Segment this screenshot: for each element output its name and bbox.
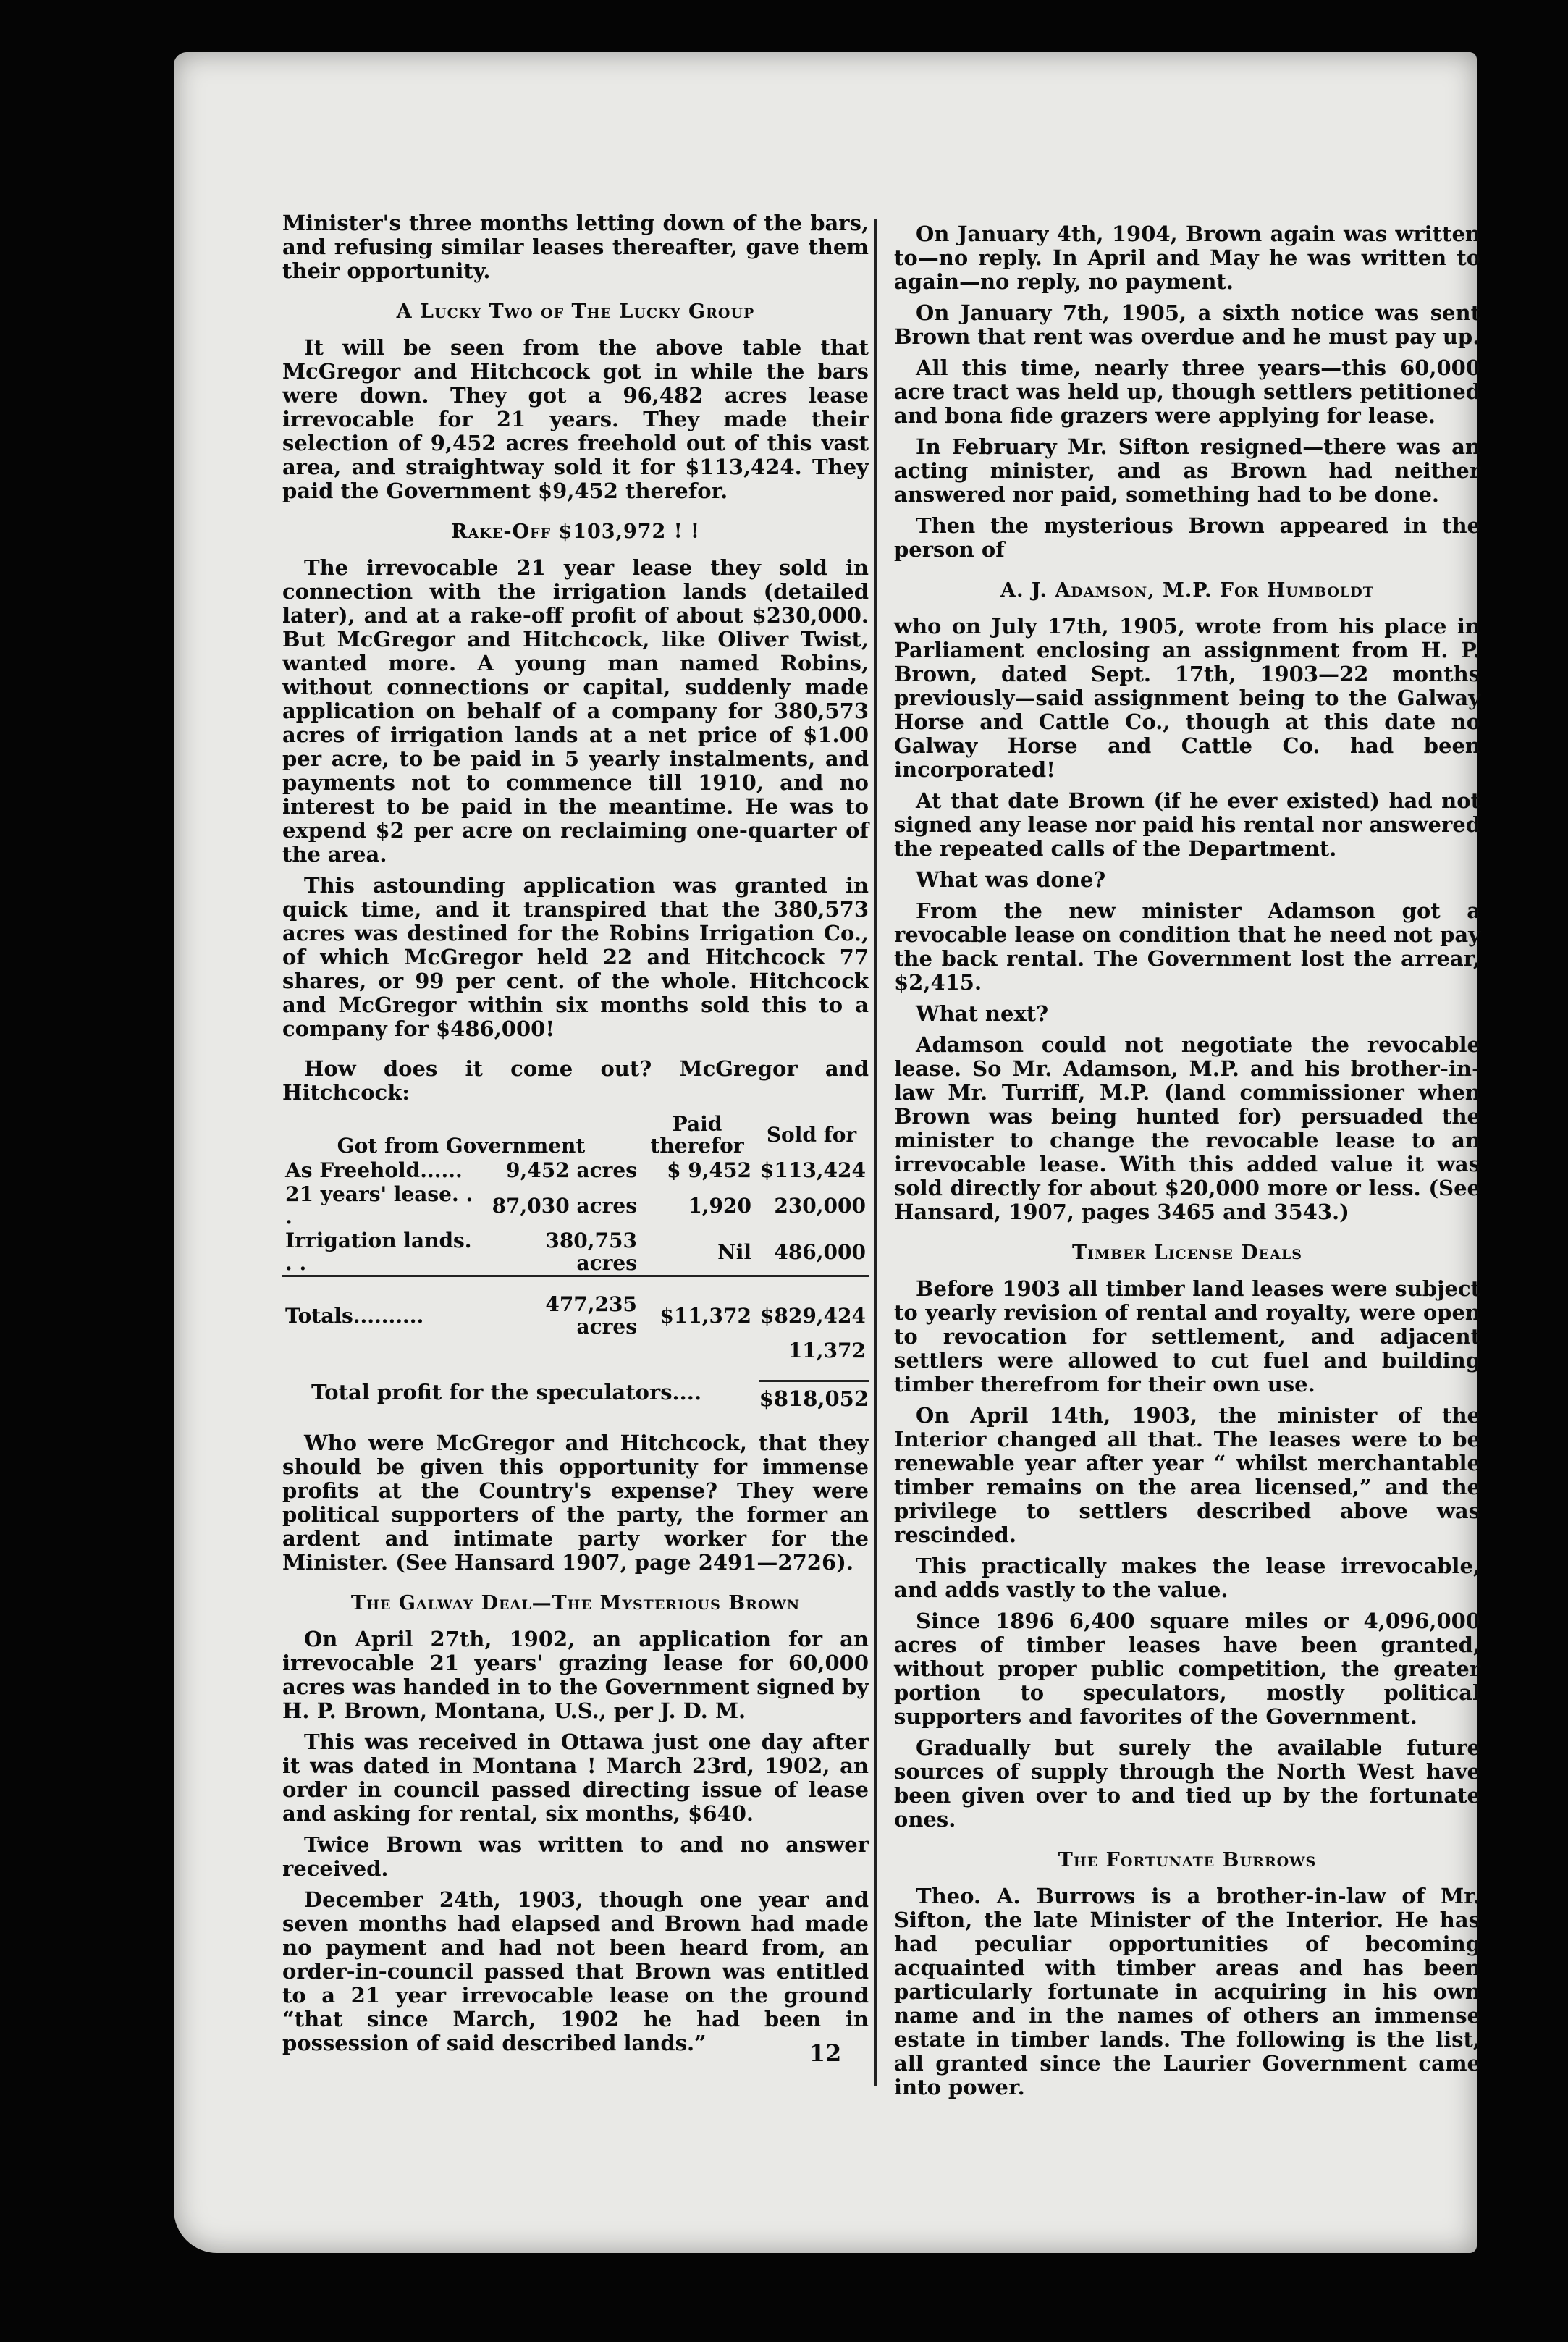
totals-sold: $829,424 bbox=[754, 1276, 869, 1339]
land-table bbox=[282, 1112, 869, 1362]
document-page bbox=[174, 52, 1480, 2253]
row-label: Irrigation lands. . . bbox=[285, 1229, 472, 1275]
paragraph: At that date Brown (if he ever existed) had not signed any lease nor paid his rental nor answered the repeated calls of the Department. bbox=[894, 788, 1480, 861]
paragraph: In February Mr. Sifton resigned—there was an acting minister, and as Brown had neither answered nor paid, something had to be done. bbox=[894, 434, 1480, 507]
paragraph: The irrevocable 21 year lease they sold in connection with the irrigation lands (detailed later), and at a rake-off profit of about $230,000. But McGregor and Hitchcock, like Oliver Twist, wanted more. A young man named Robins, without connections or capital, suddenly made application on behalf of a company for 380,573 acres of irrigation lands at a net price of $1.00 per acre, to be paid in 5 yearly instalments, and payments not to commence till 1910, and no interest to be paid in the meantime. He was to expend $2 per acre on reclaiming one-quarter of the area. bbox=[282, 555, 869, 867]
table-row bbox=[282, 1158, 869, 1182]
row-label: As Freehold...... bbox=[285, 1158, 463, 1182]
column-header-paid: Paid therefor bbox=[650, 1112, 744, 1158]
profit-label: Total profit for the speculators.... bbox=[311, 1380, 701, 1404]
paragraph: How does it come out? McGregor and Hitchcock: bbox=[282, 1056, 869, 1105]
paragraph: Minister's three months letting down of the bars, and refusing similar leases thereafter, gave them their opportunity. bbox=[282, 211, 869, 283]
totals-paid: $11,372 bbox=[640, 1276, 754, 1339]
paragraph: Then the mysterious Brown appeared in the person of bbox=[894, 513, 1480, 562]
row-paid: Nil bbox=[717, 1239, 751, 1264]
totals-acres: 477,235 acres bbox=[489, 1276, 640, 1339]
paragraph: This practically makes the lease irrevocable, and adds vastly to the value. bbox=[894, 1554, 1480, 1602]
paragraph: All this time, nearly three years—this 60,000 acre tract was held up, though settlers petitioned and bona fide grazers were applying for lease. bbox=[894, 355, 1480, 428]
row-sold: 230,000 bbox=[774, 1193, 866, 1218]
paragraph: On April 14th, 1903, the minister of the Interior changed all that. The leases were to be renewable year after year “ whilst merchantable timber remains on the area licensed,” and the privilege to settlers described above was rescinded. bbox=[894, 1403, 1480, 1547]
section-heading: Timber License Deals bbox=[1072, 1242, 1302, 1264]
paragraph: Twice Brown was written to and no answer received. bbox=[282, 1832, 869, 1881]
section-heading: The Galway Deal—The Mysterious Brown bbox=[350, 1592, 801, 1614]
paragraph: This was received in Ottawa just one day after it was dated in Montana ! March 23rd, 1902, an order in council passed directing issue of lease and asking for rental, six months, $640. bbox=[282, 1730, 869, 1826]
totals-label: Totals.......... bbox=[282, 1276, 489, 1339]
paragraph: What next? bbox=[916, 1001, 1049, 1026]
paragraph: Gradually but surely the available future sources of supply through the North West have been given over to and tied up by the fortunate ones. bbox=[894, 1735, 1480, 1832]
paragraph: On January 4th, 1904, Brown again was written to—no reply. In April and May he was written to again—no reply, no payment. bbox=[894, 222, 1480, 294]
paragraph: December 24th, 1903, though one year and seven months had elapsed and Brown had made no payment and had not been heard from, an order-in-council passed that Brown was entitled to a 21 year irrevocable lease on the ground “that since March, 1902 he had been in possession of said described lands.” bbox=[282, 1887, 869, 2055]
row-sold: $113,424 bbox=[759, 1158, 866, 1182]
row-sold: 486,000 bbox=[774, 1239, 866, 1264]
profit-value: $818,052 bbox=[759, 1380, 869, 1411]
table-row bbox=[282, 1182, 869, 1229]
paragraph: On April 27th, 1902, an application for an irrevocable 21 years' grazing lease for 60,000 acres was handed in to the Government signed by H. P. Brown, Montana, U.S., per J. D. M. bbox=[282, 1627, 869, 1723]
row-acres: 380,753 acres bbox=[545, 1229, 637, 1275]
paragraph: Theo. A. Burrows is a brother-in-law of Mr. Sifton, the late Minister of the Interior. He has had peculiar opportunities of becoming acquainted with timber areas and has been particularly fortunate in acquiring in his own name and in the names of others an immense estate in timber lands. The following is the list, all granted since the Laurier Government came into power. bbox=[894, 1884, 1480, 2099]
paragraph: Adamson could not negotiate the revocable lease. So Mr. Adamson, M.P. and his brother-in-law Mr. Turriff, M.P. (land commissioner when Brown was being hunted for) persuaded the minister to change the revocable lease to an irrevocable lease. With this added value it was sold directly for about $20,000 more or less. (See Hansard, 1907, pages 3465 and 3543.) bbox=[894, 1032, 1480, 1224]
row-paid: $ 9,452 bbox=[667, 1158, 751, 1182]
column-header-got: Got from Government bbox=[337, 1134, 586, 1158]
totals-row bbox=[282, 1276, 869, 1339]
table-row bbox=[282, 1229, 869, 1276]
paragraph: Before 1903 all timber land leases were subject to yearly revision of rental and royalty, were open to revocation for settlement, and adjacent settlers were allowed to cut fuel and building timber therefrom for their own use. bbox=[894, 1276, 1480, 1397]
paragraph: who on July 17th, 1905, wrote from his place in Parliament enclosing an assignment from H. P. Brown, dated Sept. 17th, 1903—22 months previously—said assignment being to the Galway Horse and Cattle Co., though at this date no Galway Horse and Cattle Co. had been incorporated! bbox=[894, 614, 1480, 782]
total-profit-line bbox=[311, 1380, 869, 1411]
page-number: 12 bbox=[809, 2039, 842, 2067]
paragraph: It will be seen from the above table that McGregor and Hitchcock got in while the bars were down. They got a 96,482 acres lease irrevocable for 21 years. They made their selection of 9,452 acres freehold out of this vast area, and straightway sold it for $113,424. They paid the Government $9,452 therefor. bbox=[282, 335, 869, 503]
paragraph: Who were McGregor and Hitchcock, that they should be given this opportunity for immense profits at the Country's expense? They were political supporters of the party, the former an ardent and intimate party worker for the Minister. (See Hansard 1907, page 2491—2726). bbox=[282, 1431, 869, 1575]
paragraph: From the new minister Adamson got a revocable lease on condition that he need not pay the back rental. The Government lost the arrear, $2,415. bbox=[894, 898, 1480, 995]
paragraph: This astounding application was granted in quick time, and it transpired that the 380,573 acres was destined for the Robins Irrigation Co., of which McGregor held 22 and Hitchcock 77 shares, or 99 per cent. of the whole. Hitchcock and McGregor within six months sold this to a company for $486,000! bbox=[282, 873, 869, 1041]
paragraph: What was done? bbox=[916, 867, 1106, 892]
right-column bbox=[894, 222, 1480, 2107]
column-header-sold: Sold for bbox=[766, 1123, 857, 1147]
paragraph: Since 1896 6,400 square miles or 4,096,000 acres of timber leases have been granted, without proper public competition, the greater portion to speculators, mostly political supporters and favorites of the Government. bbox=[894, 1609, 1480, 1729]
row-acres: 87,030 acres bbox=[492, 1193, 637, 1218]
row-paid: 1,920 bbox=[688, 1193, 751, 1218]
section-heading: The Fortunate Burrows bbox=[1058, 1849, 1317, 1871]
section-heading: Rake-Off $103,972 ! ! bbox=[451, 521, 700, 543]
paragraph: On January 7th, 1905, a sixth notice was sent Brown that rent was overdue and he must pay up. bbox=[894, 300, 1480, 349]
row-acres: 9,452 acres bbox=[506, 1158, 637, 1182]
section-heading: A Lucky Two of The Lucky Group bbox=[396, 300, 755, 323]
left-column bbox=[282, 211, 869, 2063]
column-divider bbox=[874, 219, 877, 2086]
totals-less-row bbox=[282, 1339, 869, 1362]
row-label: 21 years' lease. . . bbox=[285, 1182, 473, 1229]
totals-less: 11,372 bbox=[788, 1339, 866, 1362]
table-header-row bbox=[282, 1112, 869, 1158]
section-heading: A. J. Adamson, M.P. For Humboldt bbox=[1000, 579, 1374, 602]
